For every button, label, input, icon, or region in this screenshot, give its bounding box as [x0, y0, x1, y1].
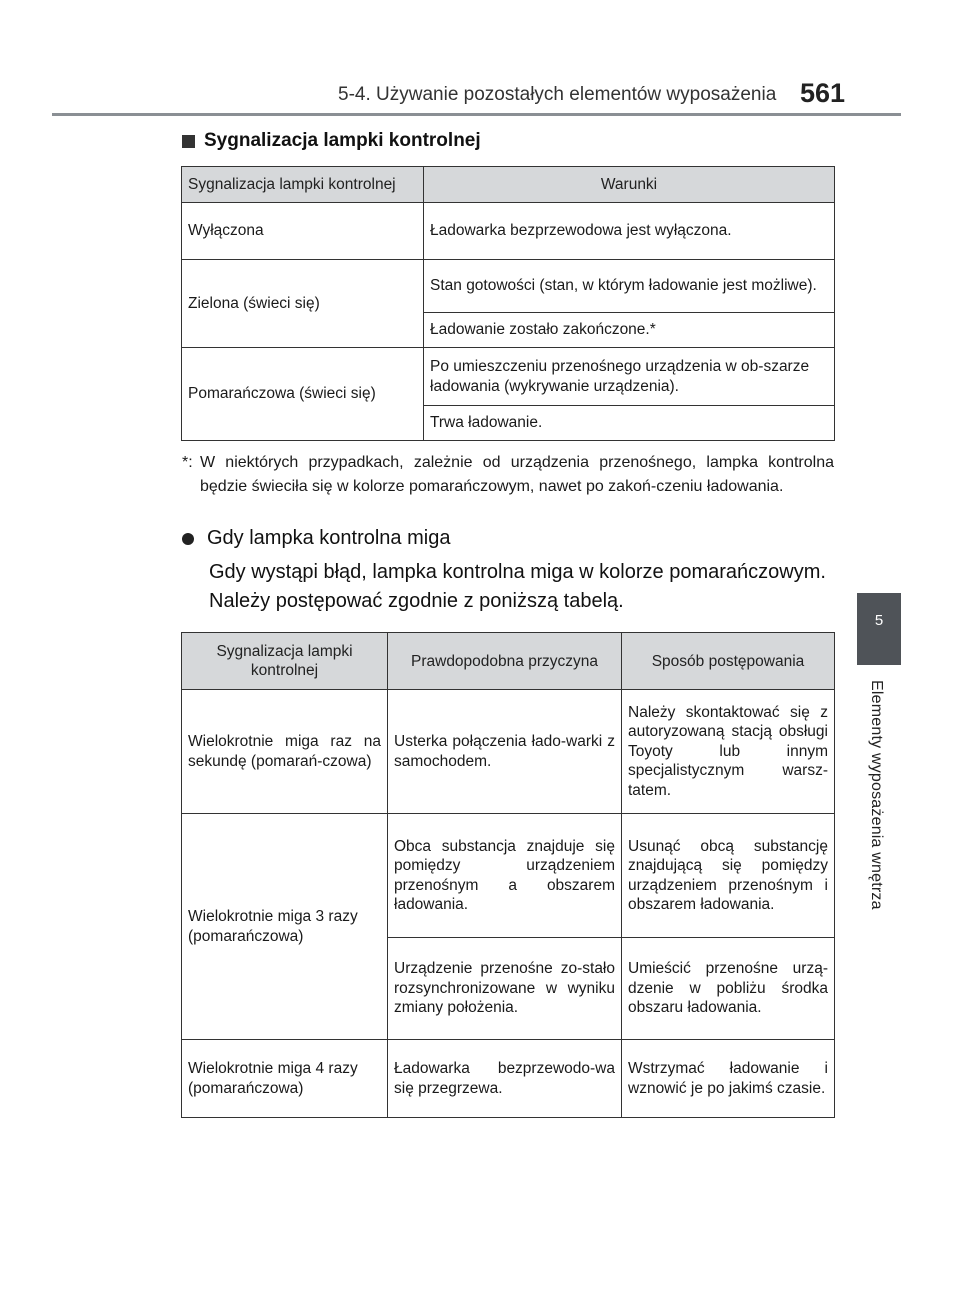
- condition-cell: Ładowarka bezprzewodowa jest wyłączona.: [424, 203, 835, 260]
- condition-cell: Trwa ładowanie.: [424, 406, 835, 441]
- troubleshooting-table: [181, 632, 835, 1118]
- table-row: [182, 348, 835, 406]
- action-cell: Należy skontaktować się z autoryzowaną stacją obsługi Toyoty lub innym specjalistycznym warsz-tatem.: [622, 690, 835, 814]
- cause-cell: Ładowarka bezprzewodo-wa się przegrzewa.: [388, 1040, 622, 1118]
- condition-cell: Po umieszczeniu przenośnego urządzenia w ob-szarze ładowania (wykrywanie urządzenia).: [424, 348, 835, 406]
- footnote: [182, 451, 834, 499]
- cause-cell: Urządzenie przenośne zo-stało rozsynchronizowane w wyniku zmiany położenia.: [388, 938, 622, 1040]
- signal-cell: Wyłączona: [182, 203, 424, 260]
- column-header: Warunki: [424, 167, 835, 203]
- subsection-heading: [182, 527, 450, 550]
- footnote-mark: *:: [182, 454, 193, 471]
- condition-cell: Ładowanie zostało zakończone.*: [424, 313, 835, 348]
- cause-cell: Usterka połączenia łado-warki z samochodem.: [388, 690, 622, 814]
- chapter-title: Elementy wyposażenia wnętrza: [868, 680, 885, 910]
- table-row: [182, 203, 835, 260]
- round-bullet-icon: [182, 533, 194, 545]
- indicator-table: [181, 166, 835, 441]
- signal-cell: Wielokrotnie miga 3 razy (pomarańczowa): [182, 814, 388, 1040]
- table-header-row: [182, 167, 835, 203]
- table-row: [182, 1040, 835, 1118]
- running-header: 5-4. Używanie pozostałych elementów wyposażenia: [338, 84, 777, 105]
- column-header: Sposób postępowania: [622, 633, 835, 690]
- column-header: Sygnalizacja lampki kontrolnej: [182, 633, 388, 690]
- table-row: [182, 690, 835, 814]
- section-heading: [182, 130, 481, 152]
- footnote-text: W niektórych przypadkach, zależnie od urządzenia przenośnego, lampka kontrolna będzie świeciła się w kolorze pomarańczowym, nawet po zakoń-czeniu ładowania.: [200, 454, 834, 495]
- action-cell: Umieścić przenośne urzą-dzenie w pobliżu środka obszaru ładowania.: [622, 938, 835, 1040]
- section-heading-text: Sygnalizacja lampki kontrolnej: [204, 130, 481, 151]
- instruction-text: Gdy wystąpi błąd, lampka kontrolna miga w kolorze pomarańczowym. Należy postępować zgodnie z poniższą tabelą.: [209, 561, 826, 612]
- condition-cell: Stan gotowości (stan, w którym ładowanie jest możliwe).: [424, 260, 835, 313]
- table-row: [182, 260, 835, 313]
- subsection-heading-text: Gdy lampka kontrolna miga: [207, 527, 451, 549]
- action-cell: Wstrzymać ładowanie i wznowić je po jakimś czasie.: [622, 1040, 835, 1118]
- cause-cell: Obca substancja znajduje się pomiędzy urządzeniem przenośnym a obszarem ładowania.: [388, 814, 622, 938]
- signal-cell: Wielokrotnie miga raz na sekundę (pomarań-czowa): [182, 690, 388, 814]
- page-number: 561: [800, 78, 846, 108]
- square-bullet-icon: [182, 135, 195, 148]
- header-divider: [52, 113, 901, 116]
- column-header: Prawdopodobna przyczyna: [388, 633, 622, 690]
- chapter-number: 5: [874, 612, 884, 629]
- action-cell: Usunąć obcą substancję znajdującą się pomiędzy urządzeniem przenośnym i obszarem ładowania.: [622, 814, 835, 938]
- chapter-tab: [857, 593, 901, 665]
- column-header: Sygnalizacja lampki kontrolnej: [182, 167, 424, 203]
- signal-cell: Pomarańczowa (świeci się): [182, 348, 424, 441]
- signal-cell: Zielona (świeci się): [182, 260, 424, 348]
- signal-cell: Wielokrotnie miga 4 razy (pomarańczowa): [182, 1040, 388, 1118]
- table-row: [182, 814, 835, 938]
- table-header-row: [182, 633, 835, 690]
